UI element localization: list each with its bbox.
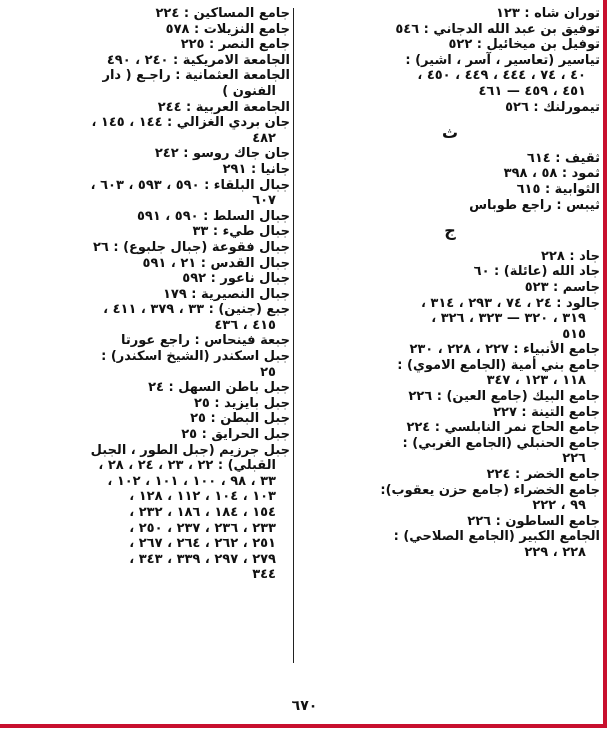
index-entry: جامع النصر : ٢٢٥ [180,37,290,53]
index-entry: جامع النزيلات : ٥٧٨ [165,21,290,37]
index-entry: جبل اسكندر (الشيخ اسكندر) : [101,349,290,365]
index-entry: جبال القدس : ٢١ ، ٥٩١ [142,255,290,271]
index-entry: توفيل بن ميخائيل : ٥٢٢ [448,37,600,53]
index-column-right [300,6,600,561]
index-entry: جان بردي الغزالي : ١٤٤ ، ١٤٥ ، [91,115,290,131]
index-entry-continuation: ٩٩ ، ٢٢٢ [532,498,586,514]
index-entry-continuation: ٤٨٢ [252,130,276,146]
index-entry: توفيق بن عبد الله الدجاني : ٥٤٦ [395,21,600,37]
index-entry-continuation: القبلي) : ٢٢ ، ٢٣ ، ٢٤ ، ٢٨ ، [98,458,276,474]
index-entry: جامع البيك (جامع العين) : ٢٢٦ [408,389,600,405]
index-entry: جاسم : ٥٢٣ [524,279,600,295]
index-entry: جان جاك روسو : ٢٤٢ [154,146,290,162]
index-entry-continuation: ٤٠ ، ٧٤ ، ٤٤٤ ، ٤٤٩ ، ٤٥٠ ، [417,68,586,84]
index-entry: جبال البلقاء : ٥٩٠ ، ٥٩٣ ، ٦٠٣ ، [90,177,290,193]
index-entry-continuation: ٤٥١ ، ٤٥٩ — ٤٦١ [478,83,586,99]
index-entry: ثقيف : ٦١٤ [526,150,600,166]
index-entry-continuation: ٣٣ ، ٩٨ ، ١٠٠ ، ١٠١ ، ١٠٢ ، [107,473,276,489]
column-divider [293,8,294,663]
index-entry: الجامعة العثمانية : راجـع ( دار [102,68,290,84]
index-entry-continuation: ١١٨ ، ١٢٣ ، ٣٤٧ [486,373,586,389]
index-entry-continuation: ٢٥ [260,364,276,380]
index-entry: جاد : ٢٢٨ [541,248,600,264]
index-entry: جامع الحاج نمر النابلسي : ٢٢٤ [406,420,600,436]
index-column-left [12,6,290,583]
index-entry: الجامعة الامريكية : ٢٤٠ ، ٤٩٠ [106,52,290,68]
index-entry-continuation: ٥١٥ [562,326,586,342]
index-entry-continuation: ١٠٣ ، ١٠٤ ، ١١٢ ، ١٢٨ ، [129,489,276,505]
index-entry-continuation: ٣١٩ ، ٣٢٠ — ٣٢٣ ، ٣٢٦ ، [431,311,586,327]
index-entry-continuation: ٢٥١ ، ٢٦٢ ، ٢٦٤ ، ٢٦٧ ، [129,536,276,552]
index-entry: جالود : ٢٤ ، ٧٤ ، ٢٩٣ ، ٣١٤ ، [420,295,600,311]
index-entry-continuation: ٢٧٩ ، ٢٩٧ ، ٣٣٩ ، ٣٤٣ ، [129,551,276,567]
index-entry: الجامع الكبير (الجامع الصلاحي) : [393,529,600,545]
index-entry-continuation: ٤١٥ ، ٤٣٦ [214,317,276,333]
index-entry: جبعة فينحاس : راجع عورتا [121,333,290,349]
index-entry-continuation: الفنون ) [222,83,276,99]
section-letter: ج [444,221,456,241]
index-entry: جبال فقوعة (جبال جلبوع) : ٢٦ [92,239,290,255]
index-entry: ثيبس : راجع طوباس [469,197,600,213]
index-entry: توران شاه : ١٢٣ [496,6,600,21]
index-entry: الثوابية : ٦١٥ [516,181,600,197]
index-entry: جبل جرزيم (جبل الطور ، الجبل [90,442,290,458]
index-entry: جبل البطن : ٢٥ [190,411,290,427]
index-entry: جامع الساطون : ٢٢٦ [467,513,600,529]
index-entry: جانيا : ٢٩١ [222,161,290,177]
index-entry: جبل باطن السهل : ٢٤ [148,380,290,396]
index-entry: الجامعة العربية : ٢٤٤ [157,99,290,115]
index-entry: جامع الخضراء (جامع حزن يعقوب): [380,482,600,498]
index-entry-continuation: ١٥٤ ، ١٨٤ ، ١٨٦ ، ٢٣٢ ، [129,505,276,520]
index-entry: ثمود : ٥٨ ، ٣٩٨ [503,166,600,182]
index-entry: جامع الأنبياء : ٢٢٧ ، ٢٢٨ ، ٢٣٠ [409,342,600,358]
index-entry: جبال طيء : ٣٣ [192,224,290,240]
index-entry-continuation: ٢٣٣ ، ٢٣٦ ، ٢٣٧ ، ٢٥٠ ، [129,520,276,536]
index-entry: جامع الخضر : ٢٢٤ [486,467,600,483]
index-entry: جامع التينة : ٢٢٧ [493,404,600,420]
index-entry: جبل بايزيد : ٢٥ [193,395,290,411]
index-entry-continuation: ٣٤٤ [252,567,276,583]
page-number: ٦٧٠ [291,698,318,714]
index-entry-continuation: ٦٠٧ [252,193,276,209]
index-entry: جبال ناعور : ٥٩٢ [182,271,290,287]
index-entry: جامع المساكين : ٢٢٤ [155,6,290,21]
index-entry: جبل الحرايق : ٢٥ [181,427,290,443]
index-entry-continuation: ٢٢٦ [562,451,586,467]
index-entry: جاد الله (عائلة) : ٦٠ [473,264,600,280]
index-entry: تيمورلنك : ٥٢٦ [505,99,600,115]
index-entry: جامع الحنبلي (الجامع الغربي) : [402,435,600,451]
index-entry: جبع (جنين) : ٣٣ ، ٣٧٩ ، ٤١١ ، [103,302,290,318]
index-entry: جبال النصيرية : ١٧٩ [162,286,290,302]
index-entry: جامع بني أمية (الجامع الاموي) : [397,357,600,373]
index-entry-continuation: ٢٢٨ ، ٢٢٩ [524,545,586,560]
section-letter: ث [441,123,459,143]
index-entry: جبال السلط : ٥٩٠ ، ٥٩١ [136,208,290,224]
index-entry: تياسير (تعاسير ، آسر ، اشير) : [405,52,600,68]
